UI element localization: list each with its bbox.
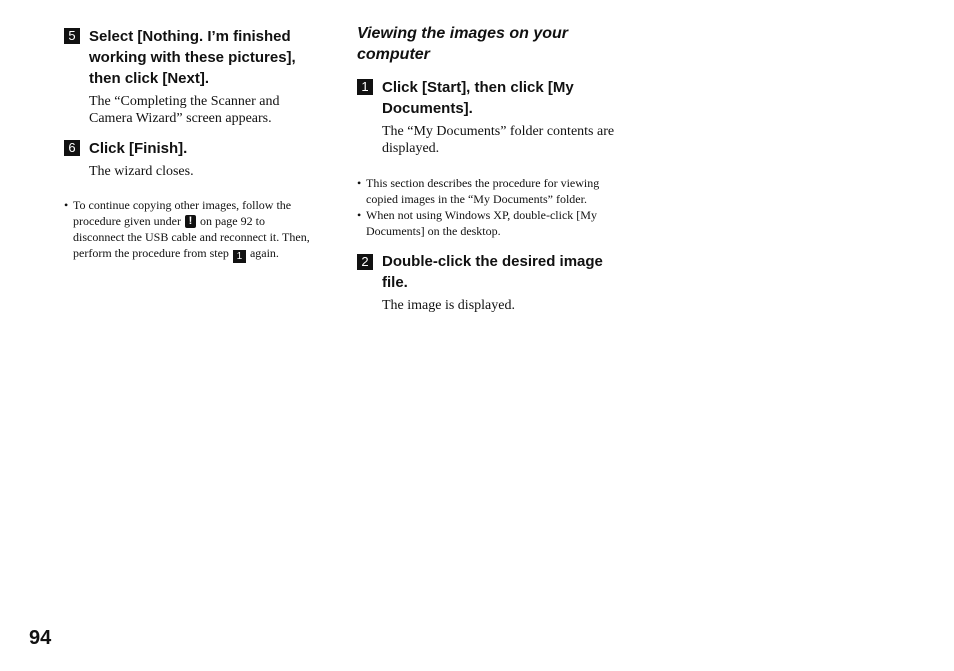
step-number-5: 5 [64,28,80,44]
step-number-1: 1 [357,79,373,95]
note-text: When not using Windows XP, double-click [My Documents] on the desktop. [366,208,597,238]
section-title: Viewing the images on your computer [357,25,568,63]
right-column [357,0,619,314]
step-number-6: 6 [64,140,80,156]
step-5-body: The “Completing the Scanner and Camera Wizard” screen appears. [89,94,280,126]
note-text-part1: To continue copying other images, follow the procedure given under [73,198,292,228]
step-5-title: Select [Nothing. I’m finished working with these pictures], then click [Next]. [89,28,296,87]
step-2 [357,251,619,314]
note-continue-copying [64,197,314,263]
step-1-title: Click [Start], then click [My Documents]. [382,79,574,117]
note-procedure [357,175,619,207]
step-1-body: The “My Documents” folder contents are displayed. [382,124,615,156]
step-5 [64,26,314,127]
bullet: • [64,198,69,212]
note-windows [357,207,619,239]
step-1 [357,77,619,157]
step-ref-1-icon: 1 [233,250,246,263]
step-6-title: Click [Finish]. [89,140,188,157]
page-number: 94 [29,627,52,649]
note-text-part3: again. [249,246,279,260]
left-notes [64,197,314,263]
note-text-part2: on page 92 to disconnect the USB cable and reconnect it. Then, perform the procedure from step [73,214,310,260]
right-notes [357,175,619,239]
bullet: • [357,176,362,190]
bullet: • [357,208,362,222]
warning-icon: ! [185,215,196,228]
step-2-body: The image is displayed. [382,298,515,313]
left-column [64,0,314,263]
step-number-2: 2 [357,254,373,270]
step-2-title: Double-click the desired image file. [382,253,603,291]
note-text: This section describes the procedure for viewing copied images in the “My Documents” folder. [366,176,600,206]
step-6-body: The wizard closes. [89,164,194,179]
step-6 [64,138,314,180]
